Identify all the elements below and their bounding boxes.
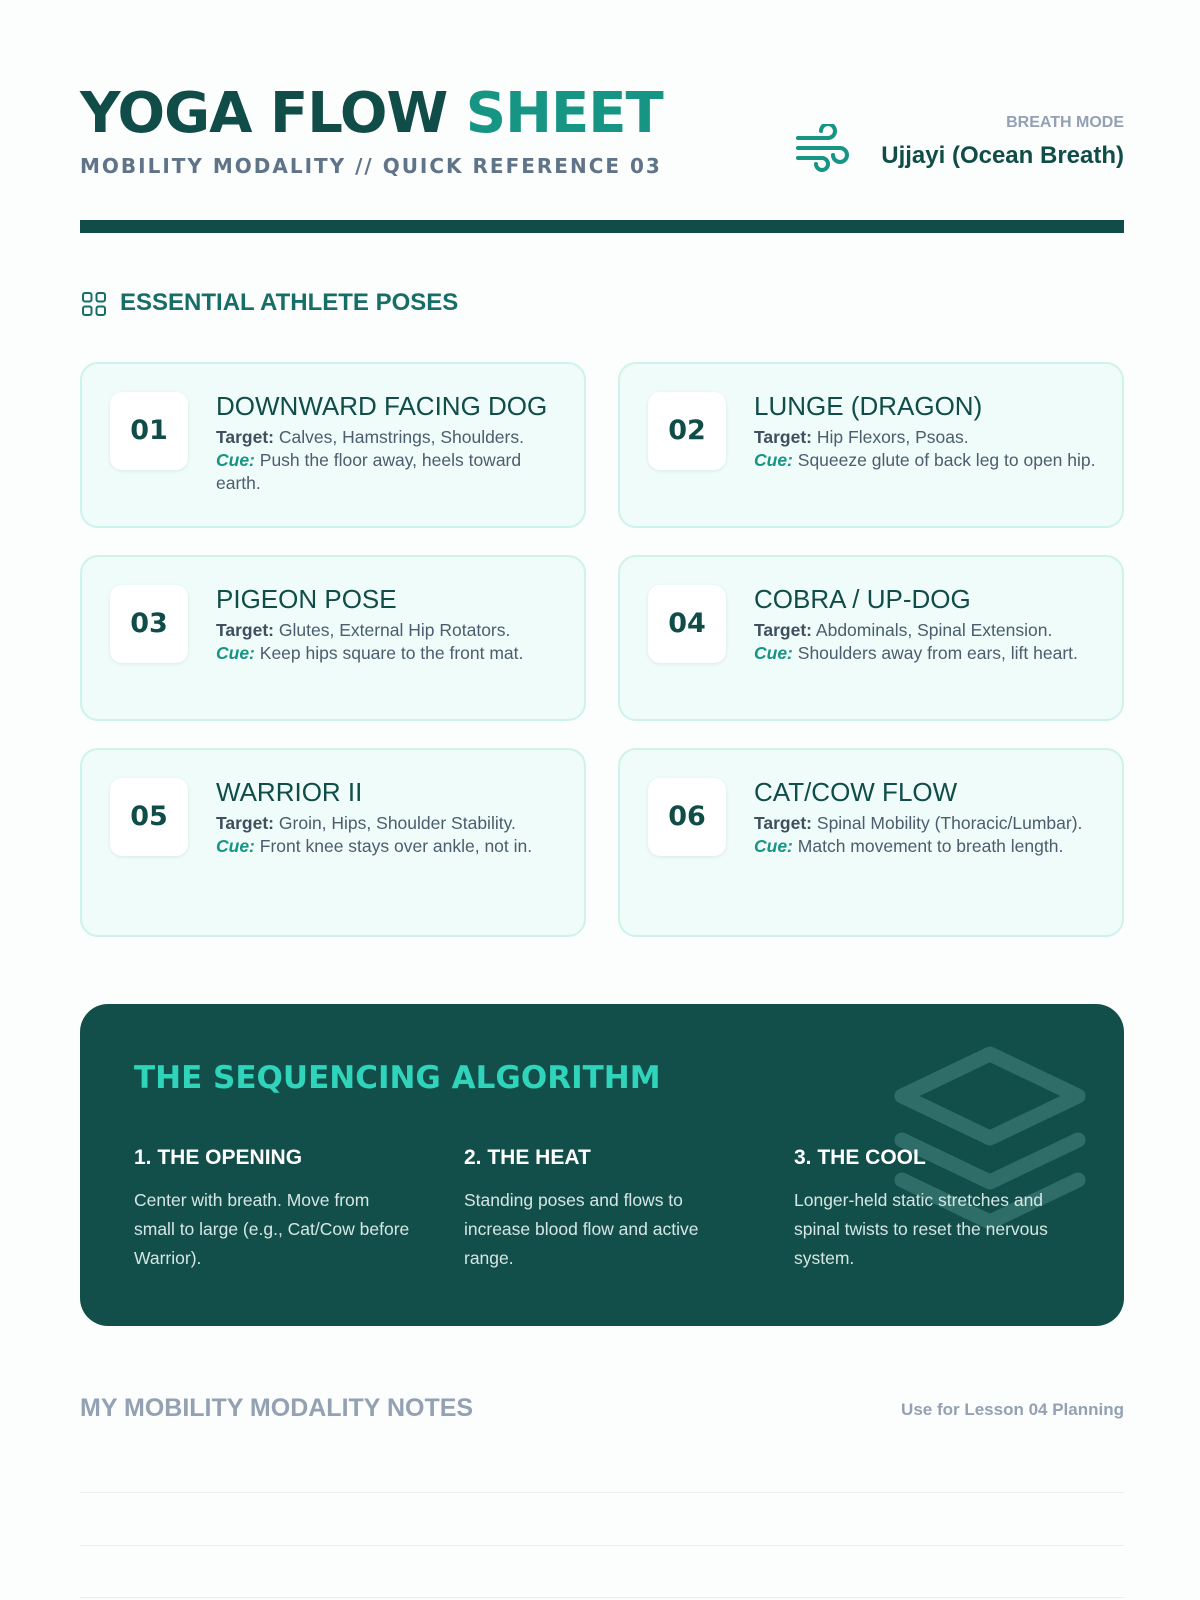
pose-number: 03: [110, 585, 188, 663]
notes-hint: Use for Lesson 04 Planning: [901, 1400, 1124, 1419]
target-label: Target:: [216, 620, 275, 640]
notes-title: MY MOBILITY MODALITY NOTES: [80, 1394, 474, 1422]
note-line[interactable]: [80, 1545, 1124, 1546]
step-heading: 1. THE OPENING: [134, 1146, 303, 1169]
step-text: Standing poses and flows to increase blood flow and active range.: [464, 1190, 699, 1268]
page: [80, 0, 1124, 1600]
pose-cue: Front knee stays over ankle, not in.: [259, 836, 533, 856]
title-accent: SHEET: [465, 81, 663, 146]
pose-number: 01: [110, 392, 188, 470]
target-label: Target:: [754, 427, 813, 447]
pose-number: 05: [110, 778, 188, 856]
pose-card: [80, 362, 586, 528]
breath-mode: [794, 114, 1124, 184]
pose-target: Abdominals, Spinal Extension.: [815, 620, 1053, 640]
pose-number: 06: [648, 778, 726, 856]
pose-target: Calves, Hamstrings, Shoulders.: [278, 427, 524, 447]
pose-target: Spinal Mobility (Thoracic/Lumbar).: [816, 813, 1083, 833]
step-heading: 2. THE HEAT: [464, 1146, 591, 1169]
sequence-step: [794, 1146, 1072, 1273]
pose-cue: Shoulders away from ears, lift heart.: [797, 643, 1078, 663]
pose-number: 04: [648, 585, 726, 663]
sequencing-panel: [80, 1004, 1124, 1326]
target-label: Target:: [754, 813, 813, 833]
pose-card: [618, 748, 1124, 937]
target-label: Target:: [754, 620, 813, 640]
target-label: Target:: [216, 813, 275, 833]
pose-number: 02: [648, 392, 726, 470]
page-title: [80, 81, 663, 146]
pose-cue: Push the floor away, heels toward earth.: [216, 450, 522, 493]
breath-mode-label: BREATH MODE: [1006, 114, 1124, 131]
breath-mode-value: Ujjayi (Ocean Breath): [881, 142, 1124, 169]
step-text: Center with breath. Move from small to large (e.g., Cat/Cow before Warrior).: [134, 1190, 410, 1268]
pose-name: WARRIOR II: [216, 777, 363, 807]
pose-cue: Keep hips square to the front mat.: [259, 643, 524, 663]
pose-card: [80, 748, 586, 937]
header-divider: [80, 220, 1124, 233]
pose-name: DOWNWARD FACING DOG: [216, 391, 548, 421]
poses-section-heading: [80, 288, 680, 322]
sequence-step: [134, 1146, 412, 1273]
step-text: Longer-held static stretches and spinal twists to reset the nervous system.: [794, 1190, 1048, 1268]
page-subtitle: MOBILITY MODALITY // QUICK REFERENCE 03: [80, 154, 662, 178]
cue-label: Cue:: [754, 836, 793, 856]
pose-name: CAT/COW FLOW: [754, 777, 958, 807]
pose-target: Groin, Hips, Shoulder Stability.: [278, 813, 516, 833]
step-heading: 3. THE COOL: [794, 1146, 926, 1169]
pose-name: PIGEON POSE: [216, 584, 397, 614]
grid-icon: [82, 292, 106, 316]
cue-label: Cue:: [216, 836, 255, 856]
cue-label: Cue:: [216, 643, 255, 663]
pose-name: COBRA / UP-DOG: [754, 584, 971, 614]
pose-card: [618, 555, 1124, 721]
pose-name: LUNGE (DRAGON): [754, 391, 983, 421]
pose-target: Glutes, External Hip Rotators.: [278, 620, 511, 640]
wind-icon: [794, 124, 850, 172]
title-main: YOGA FLOW: [80, 81, 466, 146]
cue-label: Cue:: [216, 450, 255, 470]
note-line[interactable]: [80, 1597, 1124, 1598]
pose-target: Hip Flexors, Psoas.: [816, 427, 969, 447]
pose-cue: Match movement to breath length.: [797, 836, 1064, 856]
pose-card: [618, 362, 1124, 528]
target-label: Target:: [216, 427, 275, 447]
sequencing-title: THE SEQUENCING ALGORITHM: [134, 1060, 661, 1096]
cue-label: Cue:: [754, 643, 793, 663]
note-line[interactable]: [80, 1492, 1124, 1493]
pose-cue: Squeeze glute of back leg to open hip.: [797, 450, 1096, 470]
pose-card: [80, 555, 586, 721]
header: [80, 81, 1124, 184]
cue-label: Cue:: [754, 450, 793, 470]
sequence-step: [464, 1146, 742, 1273]
section-title: ESSENTIAL ATHLETE POSES: [120, 289, 459, 316]
